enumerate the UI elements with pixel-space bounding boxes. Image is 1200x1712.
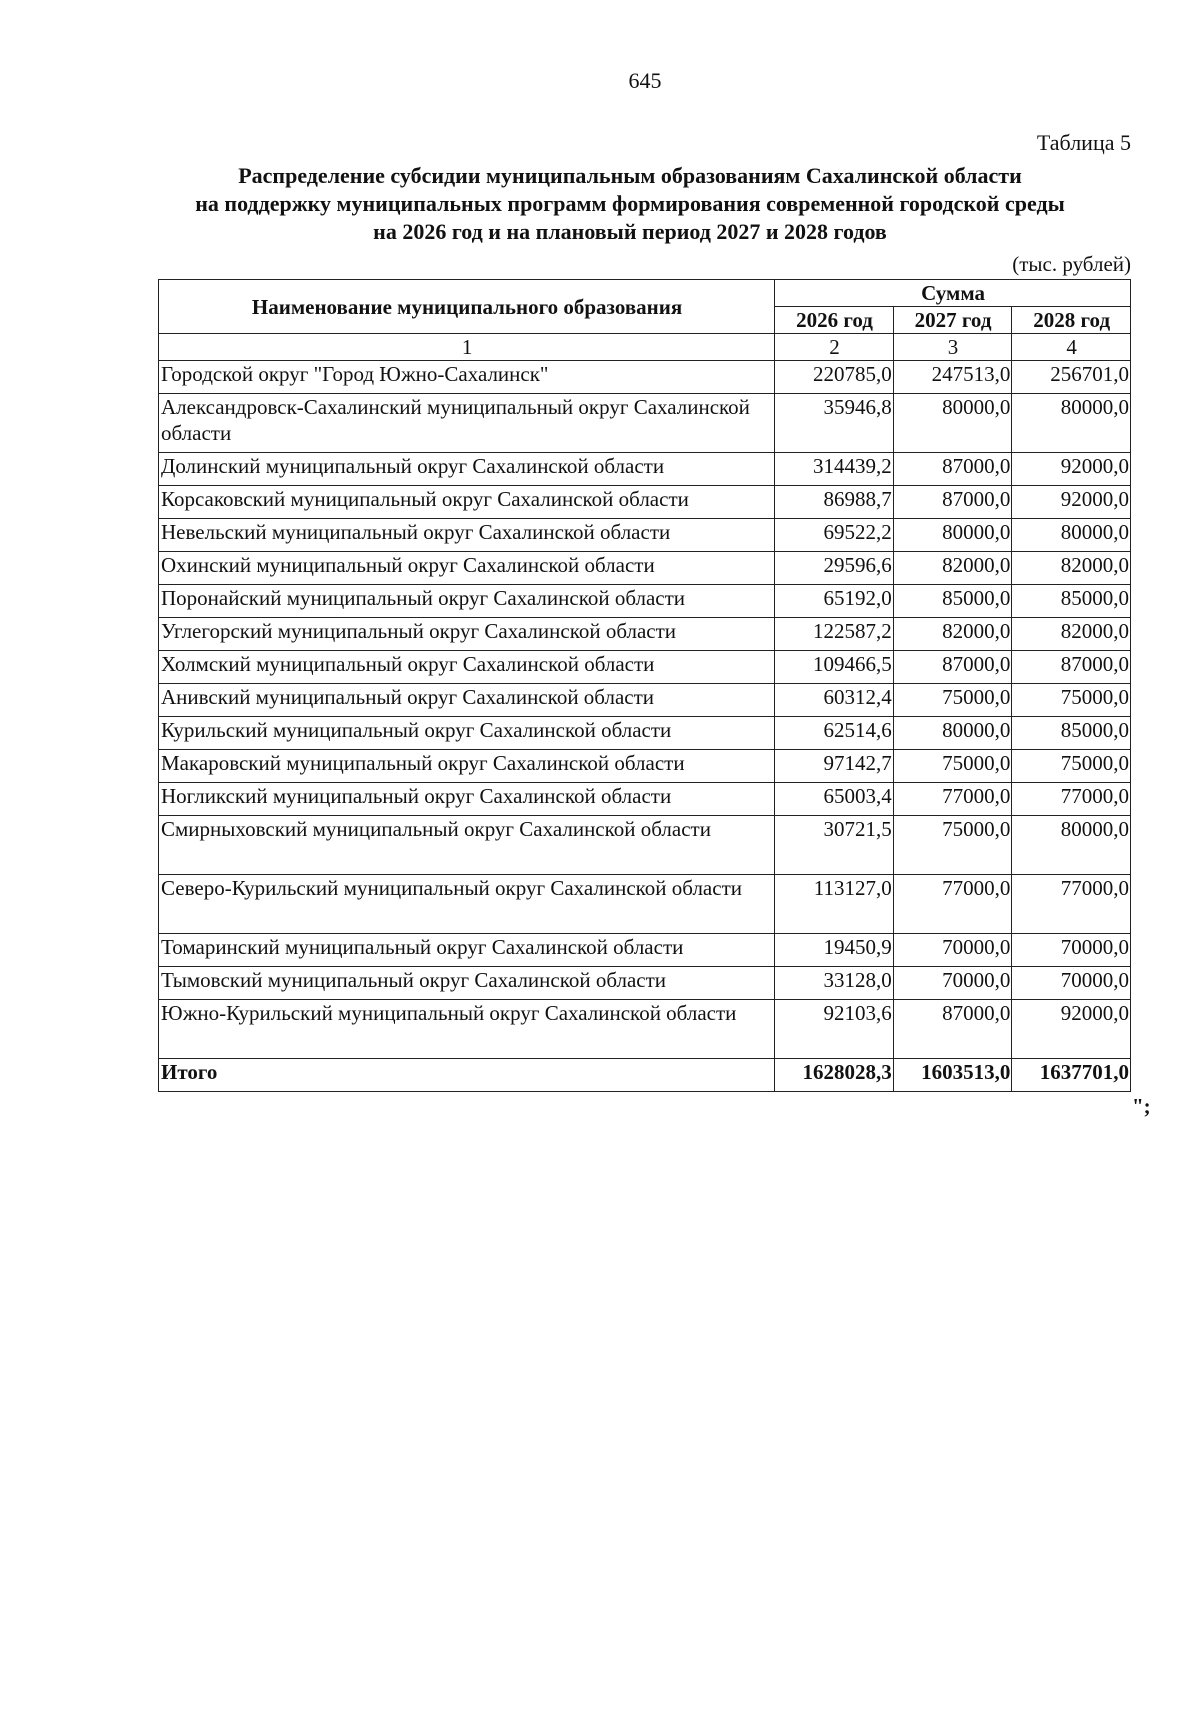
value-2026: 62514,6 bbox=[775, 717, 894, 750]
table-row bbox=[159, 684, 1131, 717]
column-number: 3 bbox=[893, 334, 1012, 361]
value-2026: 122587,2 bbox=[775, 618, 894, 651]
municipality-name: Томаринский муниципальный округ Сахалинской области bbox=[159, 934, 775, 967]
document-title bbox=[130, 162, 1130, 246]
value-2028: 70000,0 bbox=[1012, 967, 1131, 1000]
municipality-name: Смирныховский муниципальный округ Сахалинской области bbox=[159, 816, 775, 875]
value-2026: 33128,0 bbox=[775, 967, 894, 1000]
title-line: Распределение субсидии муниципальным образованиям Сахалинской области bbox=[238, 163, 1022, 188]
value-2028: 80000,0 bbox=[1012, 816, 1131, 875]
value-2026: 109466,5 bbox=[775, 651, 894, 684]
table-row bbox=[159, 585, 1131, 618]
trailing-mark: "; bbox=[1132, 1094, 1151, 1118]
municipality-name: Макаровский муниципальный округ Сахалинской области bbox=[159, 750, 775, 783]
title-line: на 2026 год и на плановый период 2027 и 2028 годов bbox=[373, 219, 887, 244]
value-2027: 75000,0 bbox=[893, 684, 1012, 717]
table-row bbox=[159, 618, 1131, 651]
value-2027: 77000,0 bbox=[893, 783, 1012, 816]
value-2026: 97142,7 bbox=[775, 750, 894, 783]
value-2027: 80000,0 bbox=[893, 519, 1012, 552]
table-row bbox=[159, 875, 1131, 934]
table-row bbox=[159, 750, 1131, 783]
column-number: 1 bbox=[159, 334, 775, 361]
table-row bbox=[159, 552, 1131, 585]
value-2026: 92103,6 bbox=[775, 1000, 894, 1059]
total-2027: 1603513,0 bbox=[893, 1059, 1012, 1092]
value-2026: 113127,0 bbox=[775, 875, 894, 934]
subsidy-table bbox=[158, 279, 1131, 1092]
value-2027: 247513,0 bbox=[893, 361, 1012, 394]
value-2026: 86988,7 bbox=[775, 486, 894, 519]
value-2028: 87000,0 bbox=[1012, 651, 1131, 684]
value-2028: 92000,0 bbox=[1012, 1000, 1131, 1059]
column-number: 4 bbox=[1012, 334, 1131, 361]
header-year-2026: 2026 год bbox=[775, 307, 894, 334]
value-2026: 69522,2 bbox=[775, 519, 894, 552]
municipality-name: Тымовский муниципальный округ Сахалинской области bbox=[159, 967, 775, 1000]
table-row bbox=[159, 394, 1131, 453]
value-2028: 92000,0 bbox=[1012, 453, 1131, 486]
value-2027: 80000,0 bbox=[893, 394, 1012, 453]
table-row bbox=[159, 651, 1131, 684]
value-2026: 314439,2 bbox=[775, 453, 894, 486]
value-2026: 19450,9 bbox=[775, 934, 894, 967]
municipality-name: Корсаковский муниципальный округ Сахалинской области bbox=[159, 486, 775, 519]
municipality-name: Александровск-Сахалинский муниципальный округ Сахалинской области bbox=[159, 394, 775, 453]
value-2027: 85000,0 bbox=[893, 585, 1012, 618]
total-2028: 1637701,0 bbox=[1012, 1059, 1131, 1092]
value-2027: 82000,0 bbox=[893, 552, 1012, 585]
table-row bbox=[159, 361, 1131, 394]
value-2026: 30721,5 bbox=[775, 816, 894, 875]
value-2027: 70000,0 bbox=[893, 967, 1012, 1000]
value-2027: 75000,0 bbox=[893, 750, 1012, 783]
column-number: 2 bbox=[775, 334, 894, 361]
total-label: Итого bbox=[159, 1059, 775, 1092]
table-row bbox=[159, 519, 1131, 552]
value-2027: 82000,0 bbox=[893, 618, 1012, 651]
municipality-name: Поронайский муниципальный округ Сахалинской области bbox=[159, 585, 775, 618]
table-row bbox=[159, 967, 1131, 1000]
value-2027: 75000,0 bbox=[893, 816, 1012, 875]
table-row bbox=[159, 717, 1131, 750]
municipality-name: Холмский муниципальный округ Сахалинской области bbox=[159, 651, 775, 684]
total-2026: 1628028,3 bbox=[775, 1059, 894, 1092]
value-2027: 87000,0 bbox=[893, 651, 1012, 684]
value-2027: 77000,0 bbox=[893, 875, 1012, 934]
value-2026: 60312,4 bbox=[775, 684, 894, 717]
municipality-name: Охинский муниципальный округ Сахалинской области bbox=[159, 552, 775, 585]
municipality-name: Ногликский муниципальный округ Сахалинской области bbox=[159, 783, 775, 816]
table-row bbox=[159, 486, 1131, 519]
value-2026: 35946,8 bbox=[775, 394, 894, 453]
value-2028: 75000,0 bbox=[1012, 684, 1131, 717]
value-2027: 87000,0 bbox=[893, 486, 1012, 519]
value-2028: 82000,0 bbox=[1012, 552, 1131, 585]
page-number: 645 bbox=[628, 68, 662, 93]
table-row bbox=[159, 934, 1131, 967]
value-2028: 92000,0 bbox=[1012, 486, 1131, 519]
value-2028: 80000,0 bbox=[1012, 394, 1131, 453]
total-row bbox=[159, 1059, 1131, 1092]
value-2026: 29596,6 bbox=[775, 552, 894, 585]
municipality-name: Анивский муниципальный округ Сахалинской области bbox=[159, 684, 775, 717]
municipality-name: Долинский муниципальный округ Сахалинской области bbox=[159, 453, 775, 486]
units-label: (тыс. рублей) bbox=[1012, 252, 1131, 276]
municipality-name: Курильский муниципальный округ Сахалинской области bbox=[159, 717, 775, 750]
title-line: на поддержку муниципальных программ формирования современной городской среды bbox=[195, 191, 1065, 216]
value-2026: 65192,0 bbox=[775, 585, 894, 618]
value-2027: 87000,0 bbox=[893, 1000, 1012, 1059]
header-year-2027: 2027 год bbox=[893, 307, 1012, 334]
value-2028: 75000,0 bbox=[1012, 750, 1131, 783]
table-label: Таблица 5 bbox=[1036, 130, 1131, 155]
header-sum: Сумма bbox=[775, 280, 1131, 307]
value-2027: 87000,0 bbox=[893, 453, 1012, 486]
column-number-row bbox=[159, 334, 1131, 361]
value-2028: 85000,0 bbox=[1012, 717, 1131, 750]
value-2028: 77000,0 bbox=[1012, 783, 1131, 816]
header-year-2028: 2028 год bbox=[1012, 307, 1131, 334]
value-2028: 85000,0 bbox=[1012, 585, 1131, 618]
municipality-name: Южно-Курильский муниципальный округ Сахалинской области bbox=[159, 1000, 775, 1059]
table-row bbox=[159, 453, 1131, 486]
table-row bbox=[159, 1000, 1131, 1059]
value-2028: 82000,0 bbox=[1012, 618, 1131, 651]
municipality-name: Городской округ "Город Южно-Сахалинск" bbox=[159, 361, 775, 394]
table-row bbox=[159, 783, 1131, 816]
municipality-name: Углегорский муниципальный округ Сахалинской области bbox=[159, 618, 775, 651]
value-2026: 220785,0 bbox=[775, 361, 894, 394]
value-2026: 65003,4 bbox=[775, 783, 894, 816]
table-row bbox=[159, 816, 1131, 875]
value-2028: 77000,0 bbox=[1012, 875, 1131, 934]
value-2027: 70000,0 bbox=[893, 934, 1012, 967]
value-2028: 70000,0 bbox=[1012, 934, 1131, 967]
header-name: Наименование муниципального образования bbox=[159, 280, 775, 334]
value-2027: 80000,0 bbox=[893, 717, 1012, 750]
municipality-name: Невельский муниципальный округ Сахалинской области bbox=[159, 519, 775, 552]
municipality-name: Северо-Курильский муниципальный округ Сахалинской области bbox=[159, 875, 775, 934]
value-2028: 80000,0 bbox=[1012, 519, 1131, 552]
value-2028: 256701,0 bbox=[1012, 361, 1131, 394]
